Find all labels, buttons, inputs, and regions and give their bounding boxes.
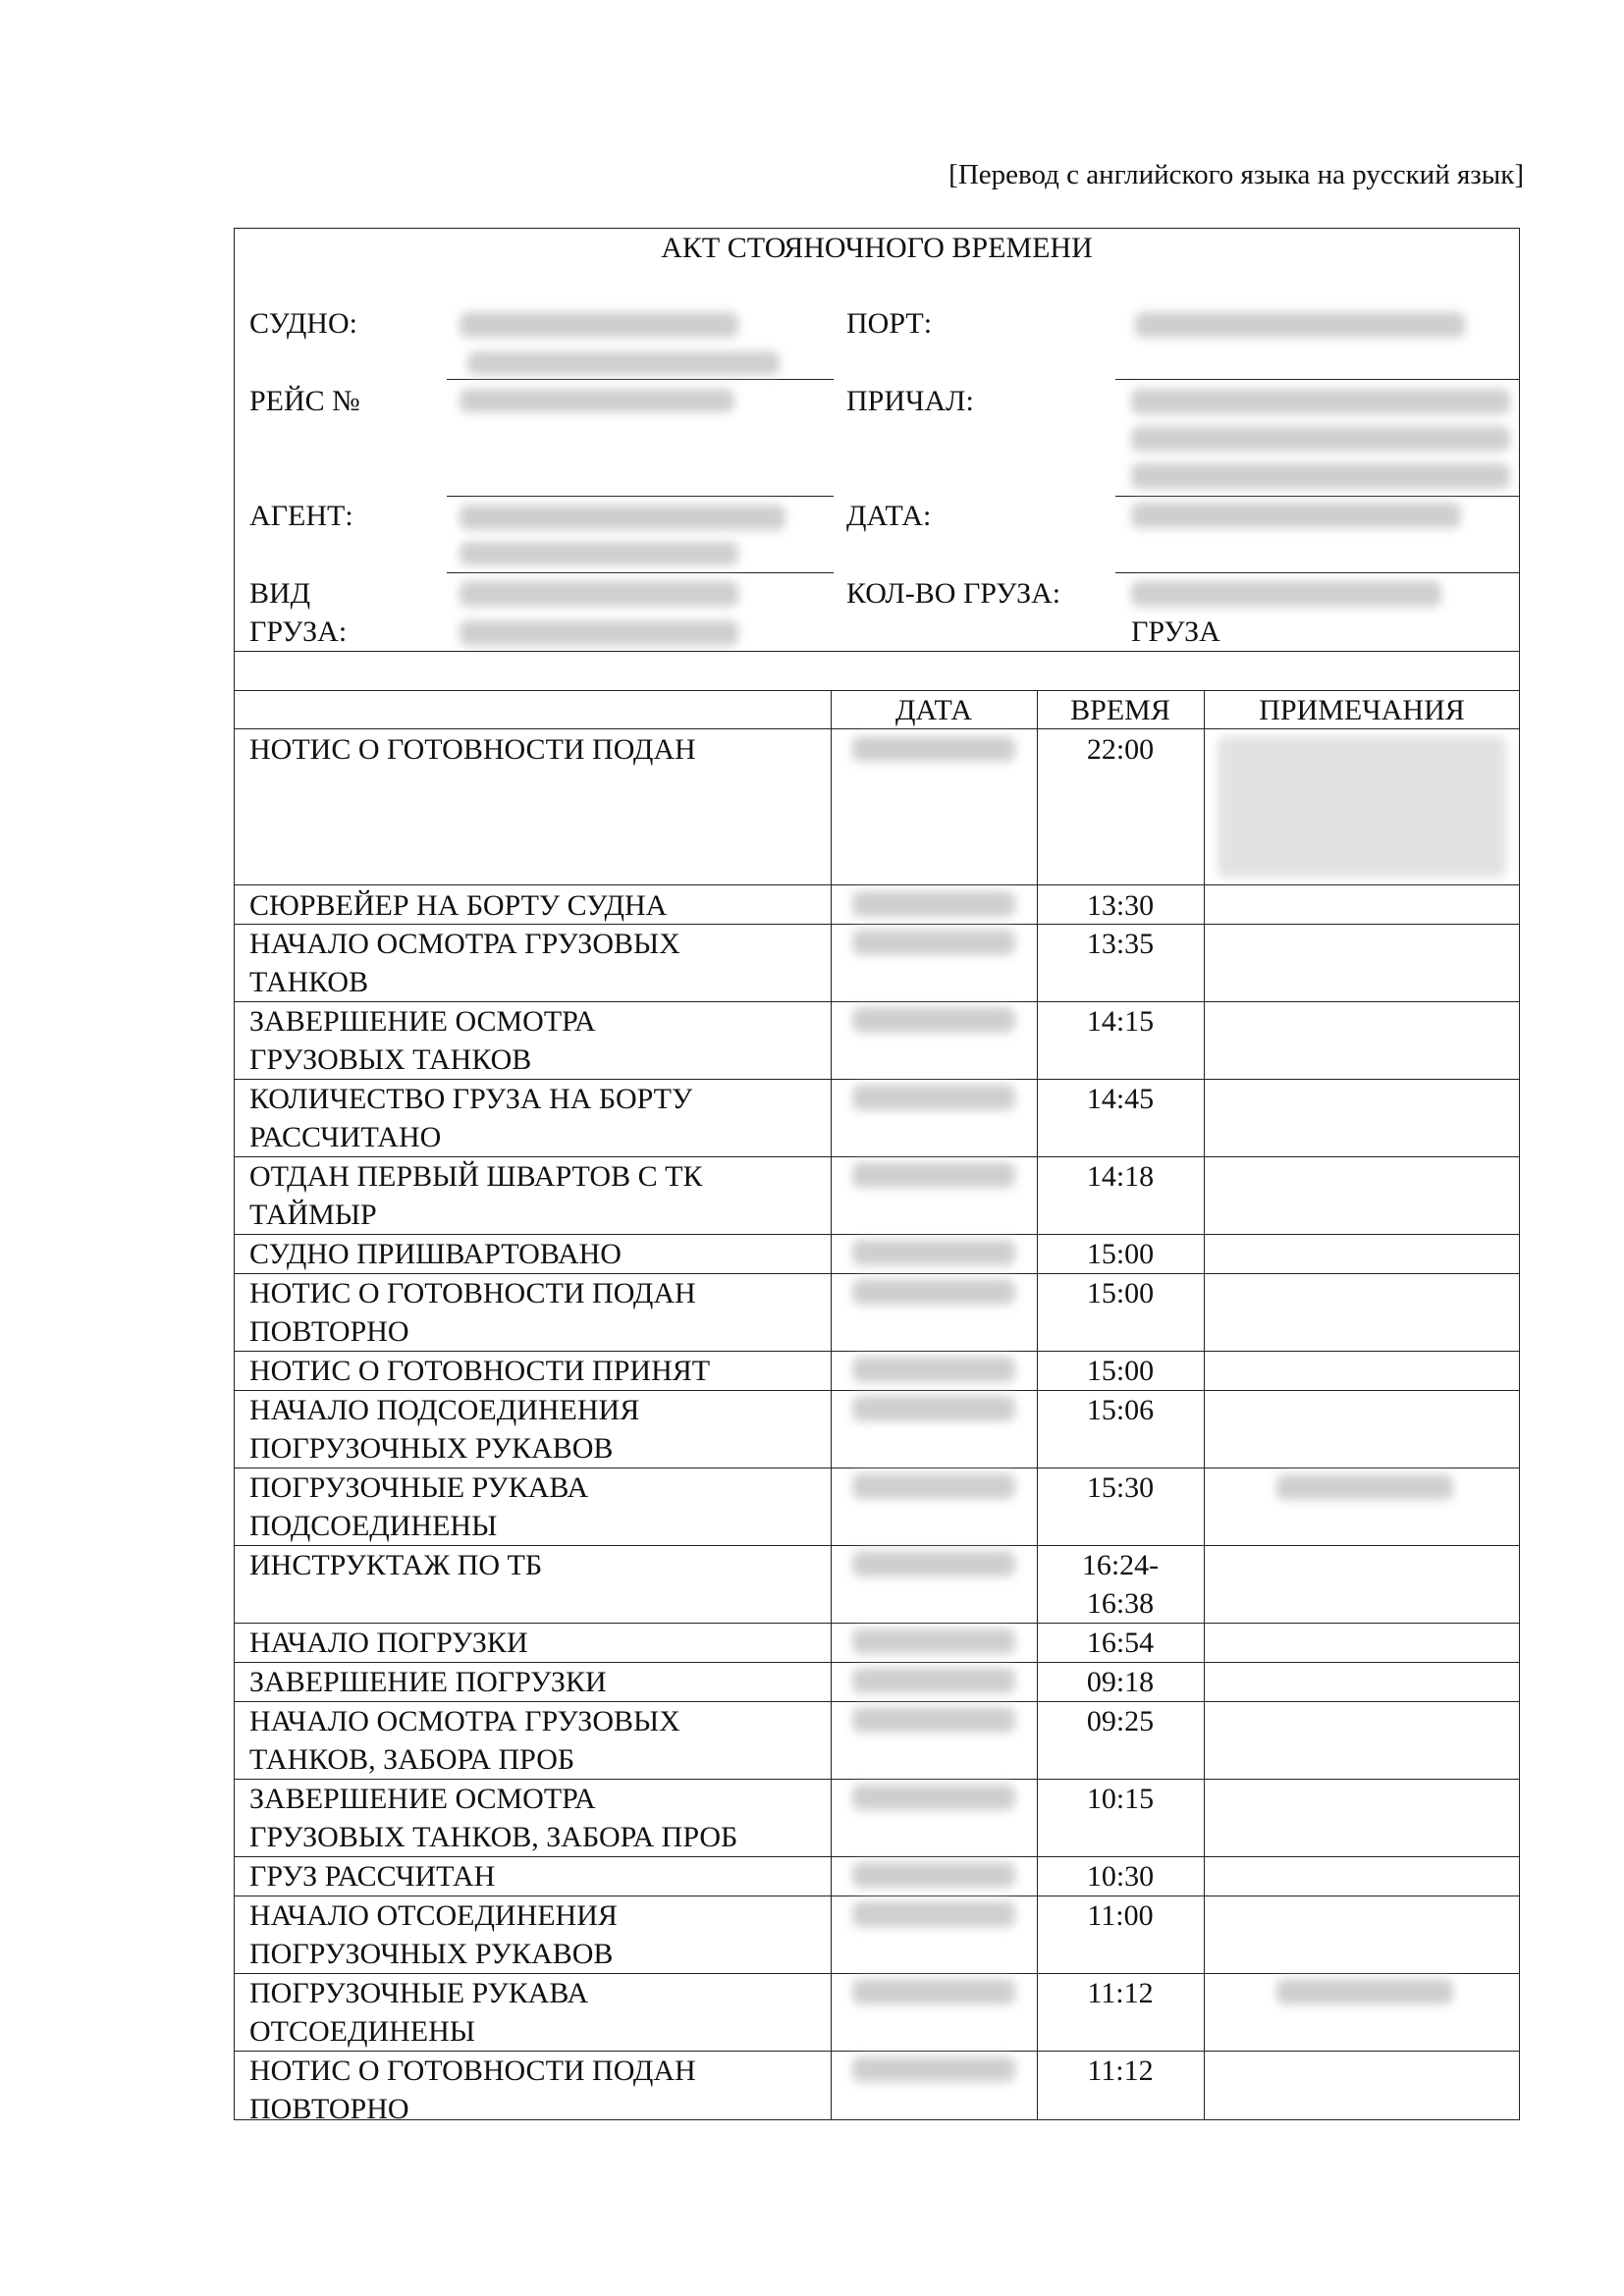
redacted-cargo-type	[460, 620, 738, 646]
redacted-date-cell	[852, 1629, 1015, 1654]
translation-note: [Перевод с английского языка на русский язык]	[948, 159, 1524, 190]
column-header-remarks: ПРИМЕЧАНИЯ	[1259, 694, 1465, 726]
event-label-cont: ГРУЗОВЫХ ТАНКОВ, ЗАБОРА ПРОБ	[249, 1821, 738, 1853]
redacted-cargo-qty	[1131, 581, 1441, 607]
event-label: НАЧАЛО ПОДСОЕДИНЕНИЯ	[249, 1394, 640, 1426]
redacted-date-cell	[852, 1085, 1015, 1110]
col-divider-event	[831, 690, 832, 2120]
event-time: 11:12	[1087, 2055, 1154, 2087]
cargo-qty-suffix: ГРУЗА	[1131, 615, 1220, 648]
redacted-date-cell	[852, 1901, 1015, 1927]
event-label: НОТИС О ГОТОВНОСТИ ПРИНЯТ	[249, 1355, 711, 1387]
event-time: 13:30	[1086, 889, 1155, 922]
redacted-date-cell	[852, 1357, 1015, 1382]
redacted-date-cell	[852, 736, 1015, 762]
event-label-cont: ПОГРУЗОЧНЫХ РУКАВОВ	[249, 1432, 614, 1465]
event-label: НОТИС О ГОТОВНОСТИ ПОДАН	[249, 733, 696, 766]
redacted-cargo-type	[460, 581, 738, 607]
redacted-date-cell	[852, 1707, 1015, 1733]
redacted-date-cell	[852, 2056, 1015, 2082]
redacted-date-cell	[852, 930, 1015, 955]
event-time: 14:15	[1086, 1005, 1155, 1038]
field-underline	[1115, 379, 1520, 380]
event-label: ЗАВЕРШЕНИЕ ОСМОТРА	[249, 1005, 596, 1038]
row-divider	[234, 884, 1520, 885]
event-label: КОЛИЧЕСТВО ГРУЗА НА БОРТУ	[249, 1083, 693, 1115]
event-label-cont: ТАЙМЫР	[249, 1199, 377, 1231]
berth-label: ПРИЧАЛ:	[846, 385, 974, 417]
event-label-cont: ПОВТОРНО	[249, 2093, 409, 2125]
agent-label: АГЕНТ:	[249, 500, 353, 532]
event-label-cont: ОТСОЕДИНЕНЫ	[249, 2015, 475, 2048]
vessel-label: СУДНО:	[249, 307, 357, 340]
event-time-cont: 16:38	[1086, 1587, 1155, 1620]
field-underline	[447, 572, 834, 573]
redacted-date-cell	[852, 1162, 1015, 1188]
event-label: СУДНО ПРИШВАРТОВАНО	[249, 1238, 622, 1270]
column-header-date: ДАТА	[895, 694, 972, 726]
event-label-cont: ПОДСОЕДИНЕНЫ	[249, 1510, 498, 1542]
redacted-remarks	[1276, 1474, 1453, 1500]
event-label: НАЧАЛО ОСМОТРА ГРУЗОВЫХ	[249, 1705, 680, 1737]
redacted-date-cell	[852, 1862, 1015, 1888]
event-time: 15:30	[1086, 1471, 1155, 1504]
event-label: ГРУЗ РАССЧИТАН	[249, 1860, 496, 1893]
redacted-date-cell	[852, 891, 1015, 917]
event-time: 15:00	[1086, 1238, 1155, 1270]
event-time: 15:06	[1086, 1394, 1155, 1426]
event-label: ИНСТРУКТАЖ ПО ТБ	[249, 1549, 543, 1581]
event-time: 10:15	[1086, 1783, 1155, 1815]
event-time: 16:24-	[1081, 1549, 1160, 1581]
event-label: НОТИС О ГОТОВНОСТИ ПОДАН	[249, 2055, 696, 2087]
event-time: 16:54	[1086, 1627, 1155, 1659]
event-time: 09:18	[1086, 1666, 1155, 1698]
column-header-time: ВРЕМЯ	[1070, 694, 1170, 726]
redacted-berth	[1131, 463, 1510, 489]
redacted-remarks	[1218, 736, 1506, 878]
redacted-vessel-name	[467, 351, 780, 375]
redacted-date	[1131, 503, 1461, 528]
voyage-label: РЕЙС №	[249, 385, 360, 417]
redacted-port	[1135, 312, 1465, 338]
date-label: ДАТА:	[846, 500, 932, 532]
document-title: АКТ СТОЯНОЧНОГО ВРЕМЕНИ	[661, 232, 1093, 264]
event-time: 15:00	[1086, 1277, 1155, 1309]
event-label-cont: ПОГРУЗОЧНЫХ РУКАВОВ	[249, 1938, 614, 1970]
event-label: ОТДАН ПЕРВЫЙ ШВАРТОВ С ТК	[249, 1160, 703, 1193]
port-label: ПОРТ:	[846, 307, 933, 340]
redacted-agent	[460, 542, 738, 565]
event-time: 14:45	[1086, 1083, 1155, 1115]
event-label-cont: ТАНКОВ, ЗАБОРА ПРОБ	[249, 1743, 575, 1776]
event-time: 11:00	[1087, 1899, 1154, 1932]
event-time: 09:25	[1086, 1705, 1155, 1737]
event-label: ЗАВЕРШЕНИЕ ПОГРУЗКИ	[249, 1666, 607, 1698]
cargo-type-label: ВИД	[249, 577, 311, 610]
redacted-date-cell	[852, 1785, 1015, 1810]
event-label: ПОГРУЗОЧНЫЕ РУКАВА	[249, 1471, 589, 1504]
cargo-qty-label: КОЛ-ВО ГРУЗА:	[846, 577, 1061, 610]
redacted-remarks	[1276, 1979, 1453, 2004]
event-time: 14:18	[1086, 1160, 1155, 1193]
event-label: НАЧАЛО ПОГРУЗКИ	[249, 1627, 528, 1659]
col-divider-time	[1204, 690, 1205, 2120]
event-label-cont: ТАНКОВ	[249, 966, 369, 998]
redacted-date-cell	[852, 1473, 1015, 1499]
redacted-date-cell	[852, 1279, 1015, 1305]
redacted-date-cell	[852, 1396, 1015, 1421]
event-label: ЗАВЕРШЕНИЕ ОСМОТРА	[249, 1783, 596, 1815]
redacted-date-cell	[852, 1668, 1015, 1693]
event-time: 11:12	[1087, 1977, 1154, 2009]
event-label: НОТИС О ГОТОВНОСТИ ПОДАН	[249, 1277, 696, 1309]
event-time: 15:00	[1086, 1355, 1155, 1387]
table-top-rule	[234, 651, 1520, 652]
redacted-agent	[460, 505, 785, 530]
event-label-cont: ГРУЗОВЫХ ТАНКОВ	[249, 1043, 532, 1076]
redacted-berth	[1131, 426, 1510, 452]
event-label: ПОГРУЗОЧНЫЕ РУКАВА	[249, 1977, 589, 2009]
event-time: 22:00	[1086, 733, 1155, 766]
event-label-cont: ПОВТОРНО	[249, 1315, 409, 1348]
event-label-cont: РАССЧИТАНО	[249, 1121, 442, 1153]
redacted-date-cell	[852, 1979, 1015, 2004]
field-underline	[447, 496, 834, 497]
redacted-date-cell	[852, 1551, 1015, 1576]
field-underline	[1115, 572, 1520, 573]
field-underline	[447, 379, 834, 380]
event-label: СЮРВЕЙЕР НА БОРТУ СУДНА	[249, 889, 668, 922]
redacted-date-cell	[852, 1240, 1015, 1265]
event-time: 13:35	[1086, 928, 1155, 960]
field-underline	[1115, 496, 1520, 497]
event-label: НАЧАЛО ОТСОЕДИНЕНИЯ	[249, 1899, 618, 1932]
redacted-date-cell	[852, 1007, 1015, 1033]
redacted-berth	[1131, 389, 1510, 414]
event-label: НАЧАЛО ОСМОТРА ГРУЗОВЫХ	[249, 928, 680, 960]
cargo-type-label-cont: ГРУЗА:	[249, 615, 348, 648]
redacted-vessel-name	[460, 312, 738, 338]
redacted-voyage-number	[460, 389, 734, 412]
event-time: 10:30	[1086, 1860, 1155, 1893]
